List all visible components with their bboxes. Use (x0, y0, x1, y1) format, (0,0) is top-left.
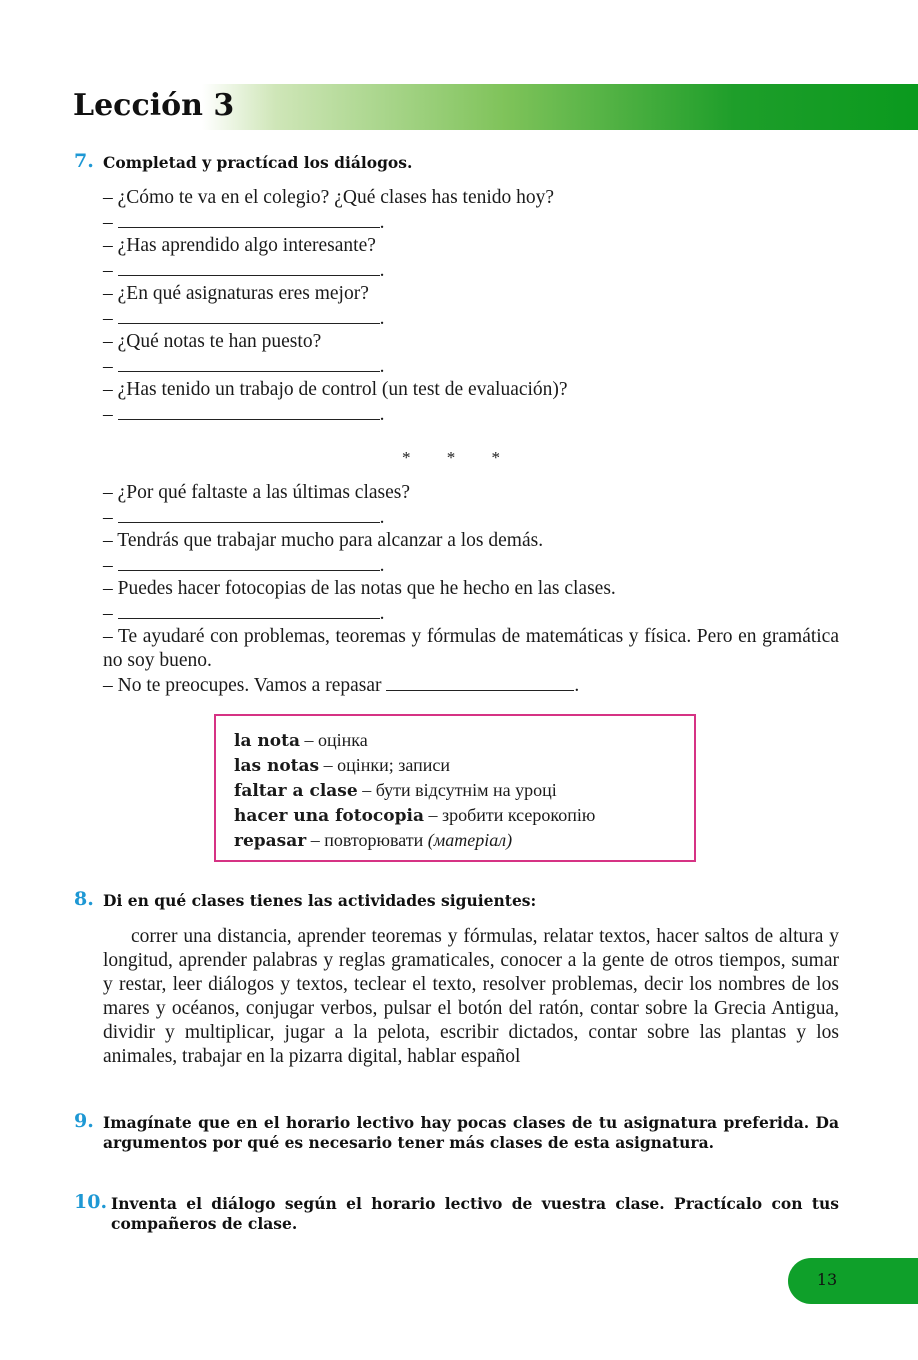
dialogue-1 (103, 186, 843, 426)
exercise-8-instruction: Di en qué clases tienes las actividades siguientes: (103, 891, 537, 910)
dialogue-line: – ¿Por qué faltaste a las últimas clases? (103, 482, 411, 503)
page-number: 13 (816, 1270, 838, 1289)
exercise-8-number: 8. (74, 888, 94, 910)
exercise-10-number: 10. (74, 1191, 108, 1213)
dialogue-line: – . (103, 356, 385, 377)
dialogue-line: – ¿En qué asignaturas eres mejor? (103, 283, 369, 304)
exercise-7-instruction: Completad y practícad los diálogos. (103, 153, 413, 172)
vocab-item: hacer una fotocopia – зробити ксерокопію (234, 805, 596, 826)
exercise-9-instruction: Imagínate que en el horario lectivo hay pocas clases de tu asignatura preferida. Da argumentos por qué es necesario tener más clases de esta asignatura. (103, 1113, 839, 1152)
dialogue-line: – Puedes hacer fotocopias de las notas que he hecho en las clases. (103, 578, 616, 599)
dialogue-long-line: – Te ayudaré con problemas, teoremas y fórmulas de matemáticas y física. Pero en gramática no soy bueno. (103, 626, 839, 671)
dialogue-line: – . (103, 555, 385, 576)
lesson-title: Lección 3 (73, 88, 235, 123)
dialogue-line: – . (103, 507, 385, 528)
answer-blank[interactable] (118, 210, 380, 228)
answer-blank[interactable] (118, 258, 380, 276)
dialogue-line: – . (103, 260, 385, 281)
dialogue-line: – Tendrás que trabajar mucho para alcanzar a los demás. (103, 530, 544, 551)
answer-blank[interactable] (118, 505, 380, 523)
answer-blank[interactable] (118, 306, 380, 324)
answer-blank[interactable] (118, 553, 380, 571)
vocab-item: las notas – оцінки; записи (234, 755, 451, 776)
dialogue-line: – . (103, 404, 385, 425)
dialogue-line: – ¿Has aprendido algo interesante? (103, 235, 376, 256)
answer-blank[interactable] (118, 601, 380, 619)
answer-blank[interactable] (386, 673, 574, 691)
dialogue-line: – ¿Qué notas te han puesto? (103, 331, 322, 352)
vocab-item: faltar a clase – бути відсутнім на уроці (234, 780, 557, 801)
dialogue-line: – ¿Cómo te va en el colegio? ¿Qué clases has tenido hoy? (103, 187, 555, 208)
dialogue-line: – ¿Has tenido un trabajo de control (un test de evaluación)? (103, 379, 568, 400)
exercise-9-number: 9. (74, 1110, 94, 1132)
dialogue-last-line: – No te preocupes. Vamos a repasar . (103, 675, 580, 696)
dialogue-line: – . (103, 308, 385, 329)
vocabulary-box (214, 714, 696, 862)
exercise-8-text: correr una distancia, aprender teoremas y fórmulas, relatar textos, hacer saltos de altura y longitud, aprender palabras y reglas gramaticales, conocer a la gente de otros tiempos, sumar y restar, leer diálogos y textos, teclear el texto, resolver problemas, decir los nombres de los mares y océanos, conjugar verbos, pulsar el botón del ratón, contar sobre la Grecia Antigua, dividir y multiplicar, jugar a la pelota, escribir dictados, contar sobre las plantas y los animales, trabajar en la pizarra digital, hablar español (103, 926, 839, 1067)
answer-blank[interactable] (118, 354, 380, 372)
vocab-item: la nota – оцінка (234, 730, 368, 751)
answer-blank[interactable] (118, 402, 380, 420)
dialogue-line: – . (103, 212, 385, 233)
dialogue-line: – . (103, 603, 385, 624)
vocab-item: repasar – повторювати (матеріал) (234, 830, 513, 851)
exercise-7-number: 7. (74, 150, 94, 172)
section-separator: * * * (402, 448, 516, 467)
exercise-10-instruction: Inventa el diálogo según el horario lectivo de vuestra clase. Practícalo con tus compañeros de clase. (111, 1194, 839, 1233)
dialogue-2 (103, 481, 843, 625)
